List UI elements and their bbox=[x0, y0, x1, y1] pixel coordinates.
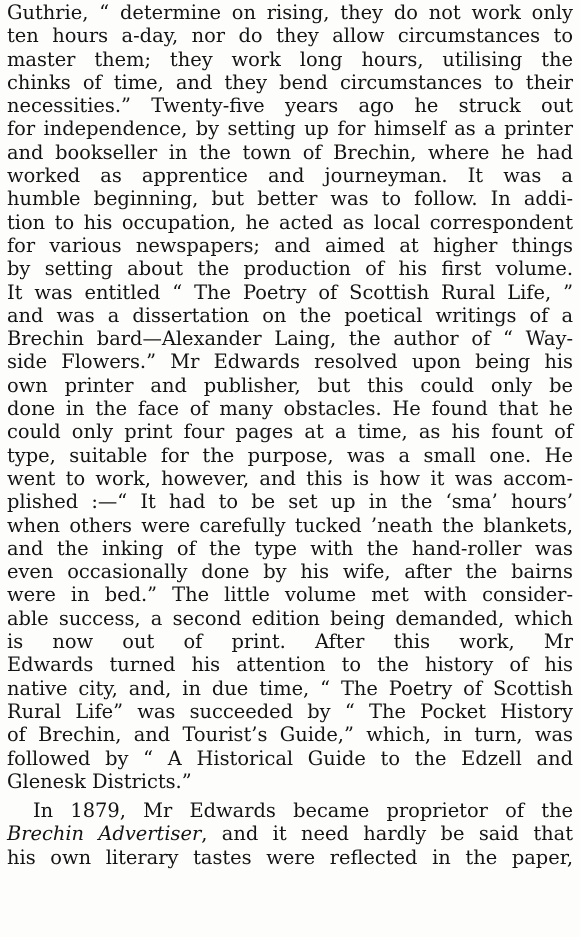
text-line: own printer and publisher, but this could only be bbox=[7, 373, 573, 397]
text-line: native city, and, in due time, “ The Poetry of Scottish bbox=[7, 676, 573, 700]
text-line: Guthrie, “ determine on rising, they do not work only bbox=[7, 1, 573, 24]
text-line: chinks of time, and they bend circumstances to their bbox=[7, 70, 573, 94]
text-line: by setting about the production of his first volume. bbox=[7, 257, 573, 281]
text-line: for independence, by setting up for himself as a printer bbox=[7, 117, 573, 141]
text-line: and the inking of the type with the hand-roller was bbox=[7, 536, 573, 560]
text-column bbox=[7, 1, 573, 869]
text-line: for various newspapers; and aimed at higher things bbox=[7, 233, 573, 257]
text-line: even occasionally done by his wife, after the bairns bbox=[7, 560, 573, 584]
text-line: plished :—“ It had to be set up in the ‘sma’ hours’ bbox=[7, 490, 573, 514]
text-line: of Brechin, and Tourist’s Guide,” which, in turn, was bbox=[7, 723, 573, 747]
text-line: when others were carefully tucked ’neath the blankets, bbox=[7, 513, 573, 537]
text-line: necessities.” Twenty-five years ago he struck out bbox=[7, 94, 573, 118]
text-line: followed by “ A Historical Guide to the Edzell and bbox=[7, 746, 573, 770]
text-line: Rural Life” was succeeded by “ The Pocket History bbox=[7, 699, 573, 723]
text-line-mixed bbox=[7, 822, 573, 845]
text-line: side Flowers.” Mr Edwards resolved upon being his bbox=[7, 350, 573, 374]
text-line: went to work, however, and this is how it was accom- bbox=[7, 466, 573, 490]
text-line: able success, a second edition being demanded, which bbox=[7, 606, 573, 630]
text-line: were in bed.” The little volume met with consider- bbox=[7, 583, 573, 607]
text-line: could only print four pages at a time, as his fount of bbox=[7, 420, 573, 444]
paragraph-1 bbox=[7, 1, 573, 793]
text-line: his own literary tastes were reflected in the paper, bbox=[7, 845, 573, 869]
text-line: In 1879, Mr Edwards became proprietor of the bbox=[33, 799, 573, 823]
text-line: Glenesk Districts.” bbox=[7, 769, 192, 793]
text-line: Edwards turned his attention to the history of his bbox=[7, 653, 573, 677]
text-line: master them; they work long hours, utilising the bbox=[7, 47, 573, 71]
text-line: is now out of print. After this work, Mr bbox=[7, 630, 573, 654]
text-line: It was entitled “ The Poetry of Scottish Rural Life, ” bbox=[7, 280, 573, 304]
text-line: ten hours a-day, nor do they allow circumstances to bbox=[7, 24, 573, 48]
text-line: type, suitable for the purpose, was a small one. He bbox=[7, 443, 573, 467]
text-line: humble beginning, but better was to follow. In addi- bbox=[7, 187, 573, 211]
text-line: and bookseller in the town of Brechin, where he had bbox=[7, 140, 573, 164]
newspaper-title: Brechin Advertiser bbox=[7, 822, 202, 846]
text-run: , and it need hardly be said that bbox=[201, 822, 573, 846]
text-line: tion to his occupation, he acted as local correspondent bbox=[7, 210, 573, 234]
text-line: and was a dissertation on the poetical writings of a bbox=[7, 303, 573, 327]
text-line: worked as apprentice and journeyman. It was a bbox=[7, 164, 573, 188]
paragraph-2 bbox=[7, 799, 573, 869]
text-line: done in the face of many obstacles. He found that he bbox=[7, 397, 573, 421]
text-line: Brechin bard—Alexander Laing, the author of “ Way- bbox=[7, 327, 573, 351]
